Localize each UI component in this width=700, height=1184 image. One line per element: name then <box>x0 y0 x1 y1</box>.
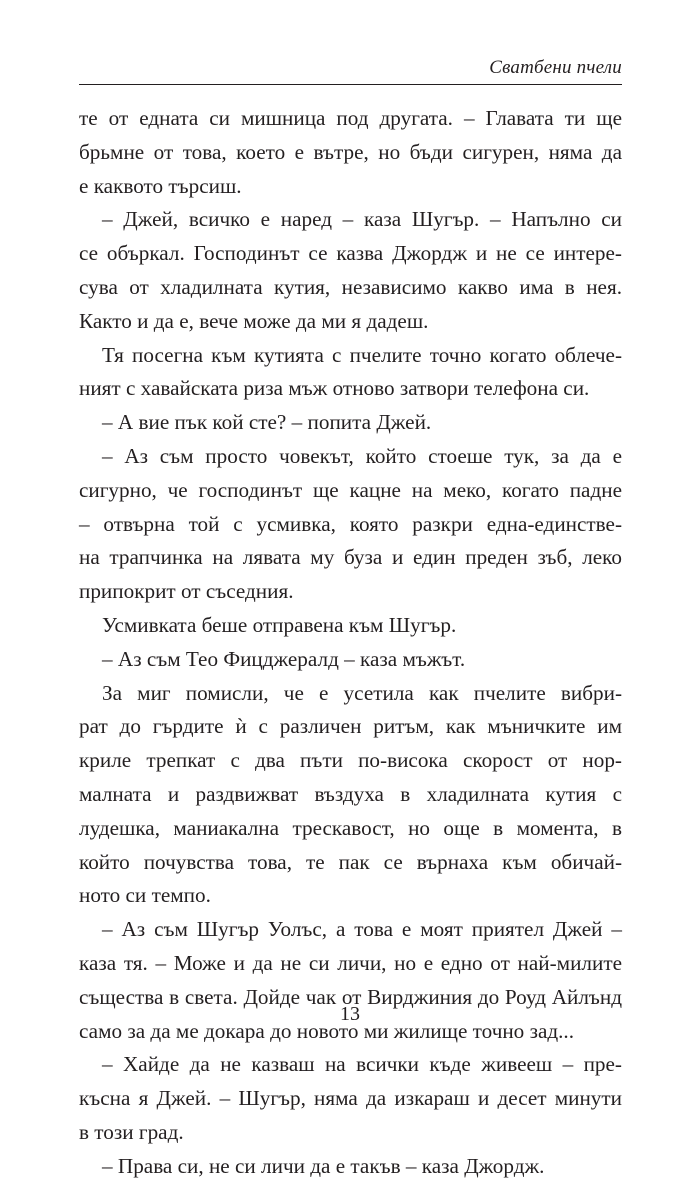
text-line: – Права си, не си личи да е такъв – каза Джордж. <box>102 1153 545 1178</box>
text-line: лудешка, маниакална трескавост, но още в момента, в <box>79 815 622 840</box>
page-number: 13 <box>340 1003 360 1025</box>
text-line: брьмне от това, което е вътре, но бъди сигурен, няма да <box>79 139 622 164</box>
text-line: – Хайде да не казваш на всички къде живееш – пре- <box>102 1052 622 1077</box>
text-line: За миг помисли, че е усетила как пчелите вибри- <box>102 680 622 705</box>
text-line: в този град. <box>79 1119 184 1144</box>
text-line: – отвърна той с усмивка, която разкри една-единстве- <box>79 511 622 536</box>
text-line: е каквото търсиш. <box>79 173 242 198</box>
header-rule <box>79 84 622 85</box>
text-line: същества в света. Дойде чак от Вирджиния до Роуд Айлънд <box>79 984 622 1009</box>
text-line: сигурно, че господинът ще кацне на меко, когато падне <box>79 477 622 502</box>
text-line: те от едната си мишница под другата. – Главата ти ще <box>79 106 622 130</box>
text-line: само за да ме докара до новото ми жилище точно зад... <box>79 1018 575 1043</box>
text-line: ното си темпо. <box>79 883 211 908</box>
text-line: – Аз съм Шугър Уолъс, а това е моят приятел Джей – <box>102 917 622 942</box>
text-line: – А вие пък кой сте? – попита Джей. <box>102 410 432 435</box>
text-line: – Джей, всичко е наред – каза Шугър. – Напълно си <box>102 207 622 232</box>
text-line: Усмивката беше отправена към Шугър. <box>102 612 457 637</box>
text-line: криле трепкат с два пъти по-висока скорост от нор- <box>79 748 622 773</box>
text-line: – Аз съм просто човекът, който стоеше тук, за да е <box>102 443 622 468</box>
text-line: малната и раздвижват въздуха в хладилната кутия с <box>79 781 622 806</box>
running-header-title: Сватбени пчели <box>489 57 622 78</box>
text-line: сува от хладилната кутия, независимо какво има в нея. <box>79 274 622 299</box>
text-line: който почувства това, те пак се върнаха към обичай- <box>79 849 622 874</box>
text-line: – Аз съм Тео Фицджералд – каза мъжът. <box>102 646 466 671</box>
text-line: на трапчинка на лявата му буза и един преден зъб, леко <box>79 545 622 570</box>
text-line: късна я Джей. – Шугър, няма да изкараш и десет минути <box>79 1086 622 1111</box>
text-line: се объркал. Господинът се казва Джордж и не се интере- <box>79 241 622 266</box>
text-line: Тя посегна към кутията с пчелите точно когато облече- <box>102 342 622 367</box>
text-line: ният с хавайската риза мъж отново затвори телефона си. <box>79 376 590 401</box>
text-line: рат до гърдите ѝ с различен ритъм, как мъничките им <box>79 714 622 739</box>
text-line: Както и да е, вече може да ми я дадеш. <box>79 308 429 333</box>
text-line: припокрит от съседния. <box>79 579 294 604</box>
text-line: каза тя. – Може и да не си личи, но е едно от най-милите <box>79 950 622 975</box>
